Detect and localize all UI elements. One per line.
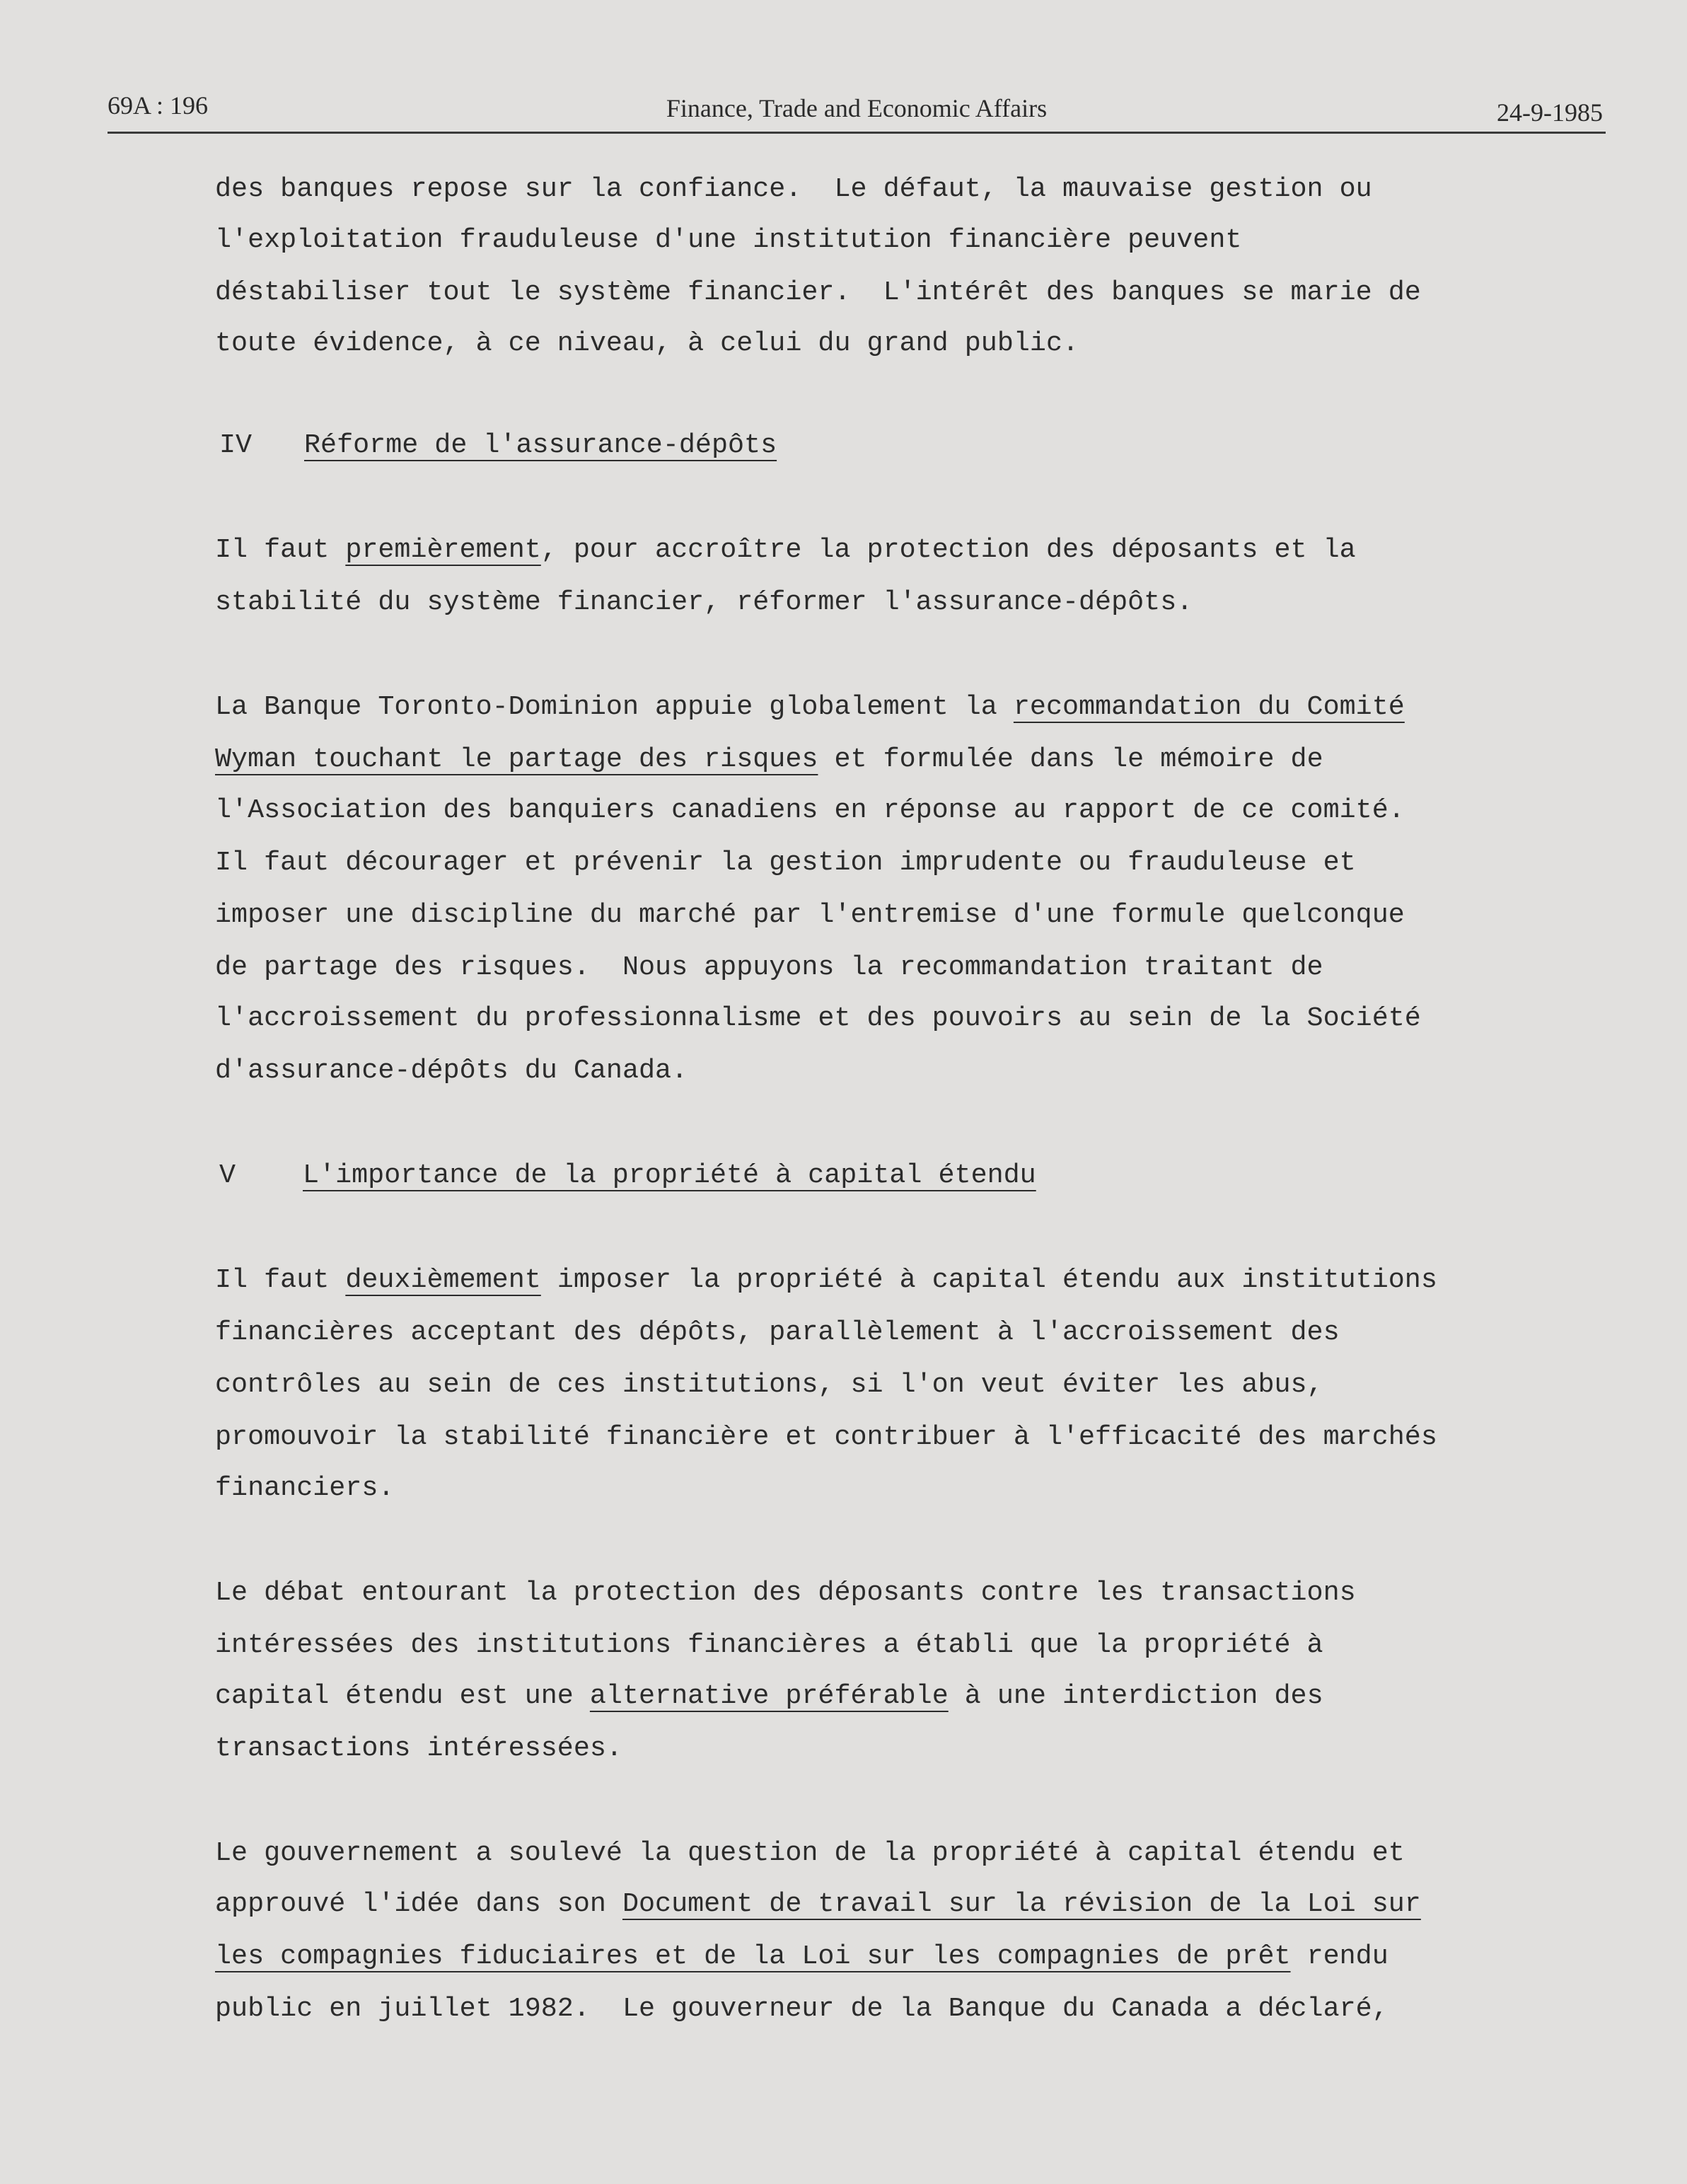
p3-text: La Banque Toronto-Dominion appuie globalement la	[215, 691, 1014, 722]
p2-text: Il faut	[215, 534, 346, 565]
p5-text: capital étendu est une	[215, 1680, 590, 1711]
p6-underlined: les compagnies fiduciaires et de la Loi sur les compagnies de prêt	[215, 1941, 1291, 1972]
p4-text: imposer la propriété à capital étendu aux institutions	[540, 1264, 1437, 1295]
p4-underlined: deuxièmement	[345, 1264, 541, 1295]
section-v-title: L'importance de la propriété à capital étendu	[303, 1160, 1036, 1191]
p6-line-2	[215, 1890, 1421, 1917]
p1-line-4: toute évidence, à ce niveau, à celui du grand public.	[215, 328, 1079, 359]
p4-line-1	[215, 1266, 1437, 1293]
p2-text: , pour accroître la protection des déposants et la	[540, 534, 1356, 565]
p3-line-7: l'accroissement du professionnalisme et des pouvoirs au sein de la Société	[215, 1003, 1421, 1034]
p3-underlined: recommandation du Comité	[1013, 691, 1405, 722]
header-page-ref: 69A : 196	[108, 91, 209, 120]
p6-text: approuvé l'idée dans son	[215, 1888, 622, 1919]
p5-underlined: alternative préférable	[589, 1680, 949, 1711]
p3-line-2	[215, 746, 1323, 773]
p5-line-1: Le débat entourant la protection des déposants contre les transactions	[215, 1577, 1356, 1608]
p4-line-2: financières acceptant des dépôts, parallèlement à l'accroissement des	[215, 1317, 1340, 1348]
p2-underlined: premièrement	[345, 534, 541, 565]
p3-line-3: l'Association des banquiers canadiens en réponse au rapport de ce comité.	[215, 795, 1405, 826]
p6-line-4: public en juillet 1982. Le gouverneur de la Banque du Canada a déclaré,	[215, 1993, 1389, 2024]
p5-line-4: transactions intéressées.	[215, 1733, 622, 1764]
p1-line-1: des banques repose sur la confiance. Le défaut, la mauvaise gestion ou	[215, 173, 1372, 204]
p3-line-4: Il faut décourager et prévenir la gestion imprudente ou frauduleuse et	[215, 847, 1356, 878]
p6-line-3	[215, 1943, 1389, 1970]
p6-underlined: Document de travail sur la révision de la Loi sur	[622, 1888, 1421, 1919]
section-iv-number: IV	[219, 429, 253, 461]
section-v-number: V	[219, 1160, 236, 1191]
p4-text: Il faut	[215, 1264, 346, 1295]
p3-text: et formulée dans le mémoire de	[818, 744, 1323, 775]
section-iv-title: Réforme de l'assurance-dépôts	[304, 429, 777, 461]
page-header	[108, 91, 1606, 134]
p5-text: à une interdiction des	[948, 1680, 1323, 1711]
p3-line-8: d'assurance-dépôts du Canada.	[215, 1055, 688, 1086]
p2-line-1	[215, 536, 1356, 563]
p1-line-2: l'exploitation frauduleuse d'une institution financière peuvent	[215, 224, 1242, 255]
header-title: Finance, Trade and Economic Affairs	[666, 94, 1048, 122]
p5-line-3	[215, 1682, 1323, 1709]
p6-line-1: Le gouvernement a soulevé la question de la propriété à capital étendu et	[215, 1837, 1405, 1868]
p4-line-4: promouvoir la stabilité financière et contribuer à l'efficacité des marchés	[215, 1421, 1437, 1452]
p4-line-3: contrôles au sein de ces institutions, si l'on veut éviter les abus,	[215, 1369, 1323, 1400]
p3-line-6: de partage des risques. Nous appuyons la recommandation traitant de	[215, 952, 1323, 983]
p2-line-2: stabilité du système financier, réformer l'assurance-dépôts.	[215, 587, 1193, 618]
p3-underlined: Wyman touchant le partage des risques	[215, 744, 818, 775]
header-date: 24-9-1985	[1497, 98, 1603, 127]
p1-line-3: déstabiliser tout le système financier. L'intérêt des banques se marie de	[215, 277, 1421, 308]
p5-line-2: intéressées des institutions financières a établi que la propriété à	[215, 1629, 1323, 1660]
p4-line-5: financiers.	[215, 1472, 395, 1503]
p3-line-5: imposer une discipline du marché par l'entremise d'une formule quelconque	[215, 899, 1405, 930]
p3-line-1	[215, 693, 1405, 720]
p6-text: rendu	[1290, 1941, 1389, 1972]
